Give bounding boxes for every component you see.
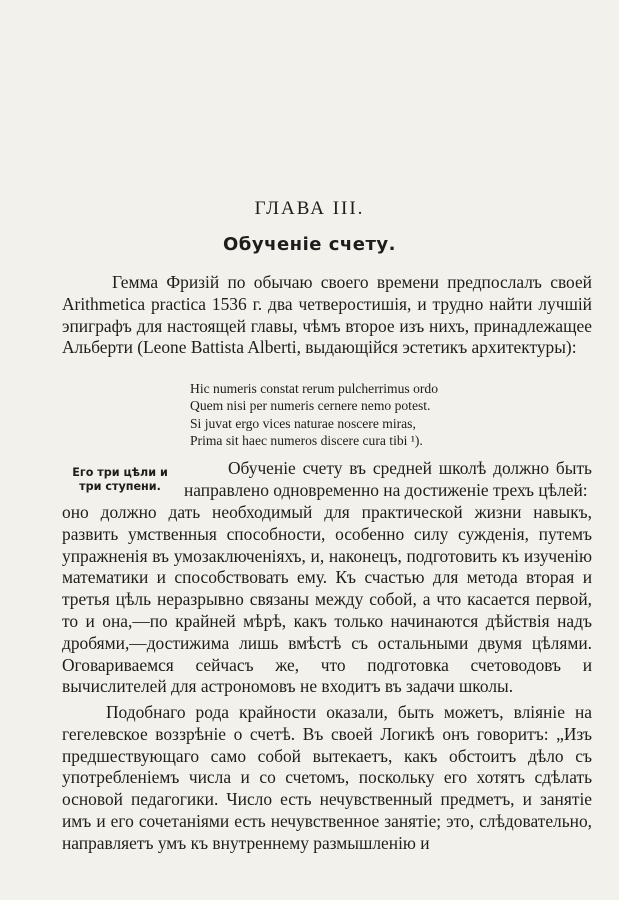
paragraph-2-rest: оно должно дать необходимый для практической жизни навыкъ, развить умственныя способности, особенно силу сужденія, путемъ упражненія въ умозаключеніяхъ, и, наконецъ, подготовить къ изученію математики и способствовать ему. Къ счастью для метода вторая и третья цѣль неразрывно связаны между собой, а что касается первой, то и она,—по крайней мѣрѣ, какъ только начинаются дѣйствія надъ дробями,—достижима лишь вмѣстѣ съ остальными двумя цѣлями. Оговариваемся сейчасъ же, что подготовка счетоводовъ и вычислителей для астрономовъ не входитъ въ задачи школы.: [62, 502, 592, 697]
chapter-heading: ГЛАВА III.: [254, 198, 365, 219]
verse-line: Hic numeris constat rerum pulcherrimus ordo: [190, 381, 439, 396]
paragraph-2-start: Обученіе счету въ средней школѣ должно быть направлено одновременно на достиженіе трехъ цѣлей:: [184, 458, 592, 500]
margin-note: Его три цѣли и три ступени.: [72, 466, 168, 493]
paragraph-3: Подобнаго рода крайности оказали, быть можетъ, вліяніе на гегелевское воззрѣніе о счетѣ. Въ своей Логикѣ онъ говоритъ: „Изъ предшествующаго само собой вытекаетъ, какъ обстоитъ дѣло съ употребленіемъ числа и со счетомъ, поскольку его хотятъ сдѣлать основой педагогики. Число есть нечувственный предметъ, и занятіе имъ и его сочетаніями есть нечувственное занятіе; это, слѣдовательно, направляетъ умъ къ внутреннему размышленію и: [62, 702, 592, 853]
paragraph-1: Гемма Фризій по обычаю своего времени предпослалъ своей Arithmetica practica 1536 г. два четверостишія, и трудно найти лучшій эпиграфъ для настоящей главы, чѣмъ второе изъ нихъ, принадлежащее Альберти (Leone Battista Alberti, выдающійся эстетикъ архитектуры):: [62, 272, 592, 358]
verse-line: Prima sit haec numeros discere cura tibi ¹).: [190, 433, 423, 449]
verse-line: Quem nisi per numeris cernere nemo potest.: [190, 398, 431, 414]
chapter-title: Обученіе счету.: [223, 234, 396, 255]
verse-line: Si juvat ergo vices naturae noscere miras,: [190, 415, 416, 431]
epigraph-verse: [190, 380, 438, 450]
